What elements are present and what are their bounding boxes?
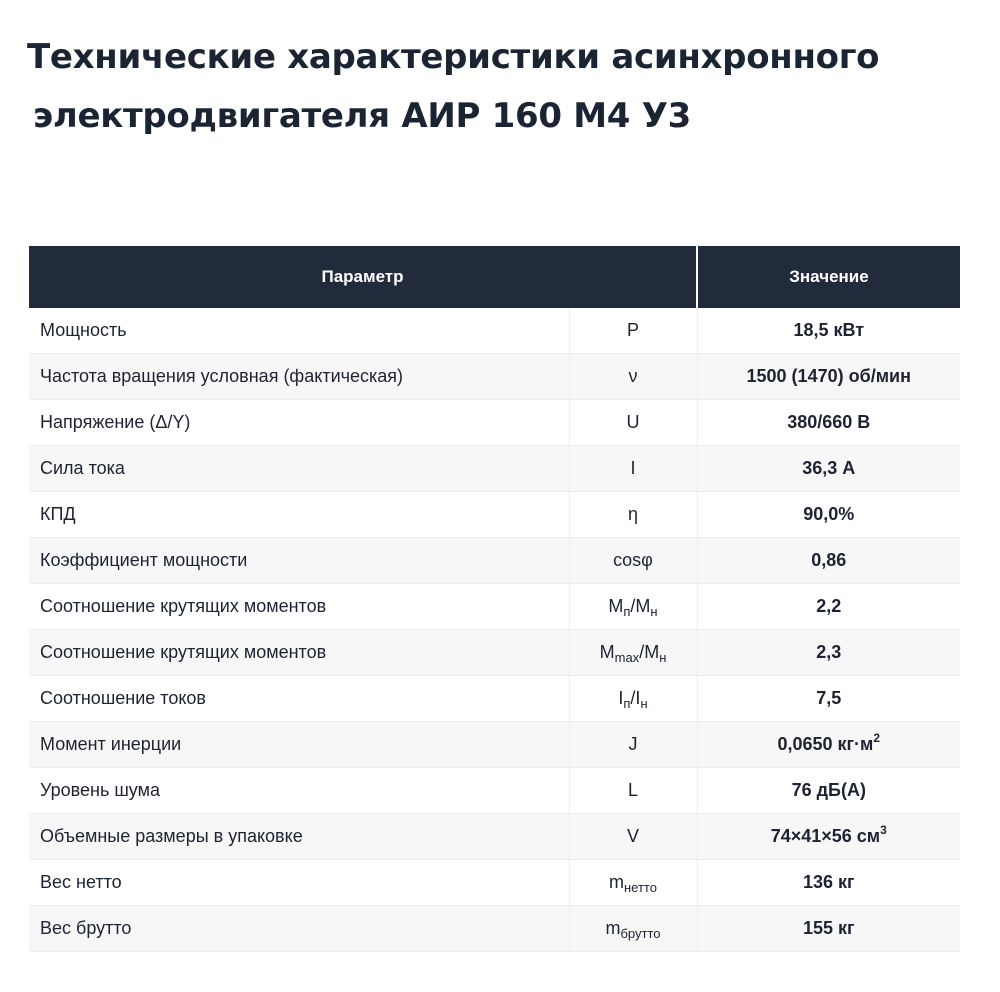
symbol-base: I [618, 688, 624, 708]
param-symbol: V [569, 814, 697, 860]
param-symbol: L [569, 768, 697, 814]
table-header-row [29, 246, 960, 308]
symbol-base: m [609, 872, 624, 892]
param-value: 36,3 А [697, 446, 960, 492]
table-row [29, 400, 960, 446]
param-name: Сила тока [29, 446, 569, 492]
value-text: 0,0650 кг·м [777, 734, 874, 754]
symbol-subscript: п [623, 696, 631, 711]
param-name: Мощность [29, 308, 569, 354]
page-title-line1: Технические характеристики асинхронного [27, 37, 880, 77]
param-name: Коэффициент мощности [29, 538, 569, 584]
symbol-subscript: нетто [624, 880, 657, 895]
header-value: Значение [697, 246, 960, 308]
param-symbol [569, 584, 697, 630]
param-value: 90,0% [697, 492, 960, 538]
param-symbol: ν [569, 354, 697, 400]
symbol-base: M [599, 642, 615, 662]
symbol-base: M [608, 596, 624, 616]
param-symbol [569, 630, 697, 676]
param-value: 155 кг [697, 906, 960, 952]
table-row [29, 308, 960, 354]
param-value: 7,5 [697, 676, 960, 722]
table-row [29, 860, 960, 906]
param-value: 0,86 [697, 538, 960, 584]
param-name: Напряжение (Δ/Y) [29, 400, 569, 446]
symbol-subscript: н [640, 696, 648, 711]
param-value: 1500 (1470) об/мин [697, 354, 960, 400]
table-row [29, 354, 960, 400]
table-row [29, 676, 960, 722]
table-row [29, 722, 960, 768]
table-row [29, 446, 960, 492]
param-value: 380/660 В [697, 400, 960, 446]
value-text: 74×41×56 см [770, 826, 881, 846]
param-name: Соотношение токов [29, 676, 569, 722]
param-symbol [569, 906, 697, 952]
param-name: Вес брутто [29, 906, 569, 952]
symbol-divider: /M [639, 642, 660, 662]
param-value: 2,2 [697, 584, 960, 630]
param-symbol: J [569, 722, 697, 768]
symbol-subscript: н [650, 604, 658, 619]
symbol-subscript: п [623, 604, 631, 619]
table-row [29, 492, 960, 538]
symbol-subscript: брутто [620, 926, 661, 941]
param-name: Момент инерции [29, 722, 569, 768]
symbol-subscript: max [614, 650, 640, 665]
table-row [29, 584, 960, 630]
param-name: Частота вращения условная (фактическая) [29, 354, 569, 400]
param-symbol [569, 676, 697, 722]
table-row [29, 906, 960, 952]
param-symbol: I [569, 446, 697, 492]
param-symbol: η [569, 492, 697, 538]
param-name: Соотношение крутящих моментов [29, 584, 569, 630]
param-value: 76 дБ(А) [697, 768, 960, 814]
header-param: Параметр [29, 246, 697, 308]
param-value: 2,3 [697, 630, 960, 676]
symbol-divider: /M [630, 596, 651, 616]
param-value: 136 кг [697, 860, 960, 906]
param-symbol [569, 860, 697, 906]
param-value [697, 722, 960, 768]
symbol-base: m [605, 918, 621, 938]
param-name: Соотношение крутящих моментов [29, 630, 569, 676]
page-title-line2: электродвигателя АИР 160 М4 У3 [33, 96, 691, 136]
param-symbol: P [569, 308, 697, 354]
symbol-divider: /I [630, 688, 641, 708]
value-superscript: 3 [880, 823, 887, 837]
value-superscript: 2 [873, 731, 881, 745]
table-row [29, 538, 960, 584]
table-row [29, 814, 960, 860]
param-name: КПД [29, 492, 569, 538]
param-value: 18,5 кВт [697, 308, 960, 354]
param-symbol: U [569, 400, 697, 446]
param-name: Уровень шума [29, 768, 569, 814]
param-name: Вес нетто [29, 860, 569, 906]
symbol-subscript: н [659, 650, 667, 665]
table-row [29, 630, 960, 676]
param-value [697, 814, 960, 860]
table-row [29, 768, 960, 814]
param-symbol: cosφ [569, 538, 697, 584]
page-title [27, 28, 977, 146]
specs-table [29, 246, 960, 952]
param-name: Объемные размеры в упаковке [29, 814, 569, 860]
